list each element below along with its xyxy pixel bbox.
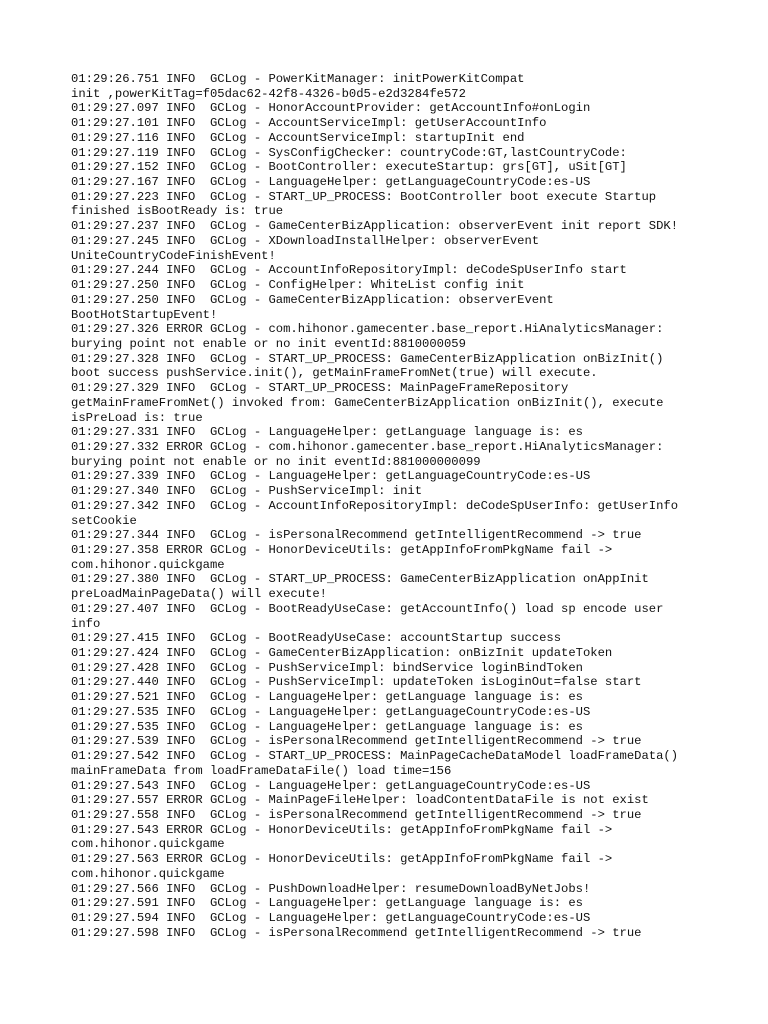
log-line: 01:29:27.563 ERROR GCLog - HonorDeviceUtils: getAppInfoFromPkgName fail ->: [71, 852, 613, 867]
log-line: 01:29:27.543 INFO GCLog - LanguageHelper: getLanguageCountryCode:es-US: [71, 778, 591, 793]
log-line: 01:29:27.424 INFO GCLog - GameCenterBizApplication: onBizInit updateToken: [71, 646, 613, 661]
log-line: boot success pushService.init(), getMainFrameFromNet(true) will execute.: [71, 366, 598, 381]
log-line: com.hihonor.quickgame: [71, 837, 225, 852]
log-line: 01:29:27.535 INFO GCLog - LanguageHelper: getLanguageCountryCode:es-US: [71, 704, 591, 719]
log-line: finished isBootReady is: true: [71, 204, 284, 219]
log-line: BootHotStartupEvent!: [71, 307, 218, 322]
log-line: 01:29:27.535 INFO GCLog - LanguageHelper: getLanguage language is: es: [71, 719, 583, 734]
log-line: 01:29:27.244 INFO GCLog - AccountInfoRepositoryImpl: deCodeSpUserInfo start: [71, 263, 627, 278]
log-line: 01:29:27.119 INFO GCLog - SysConfigChecker: countryCode:GT,lastCountryCode:: [71, 145, 627, 160]
log-line: 01:29:27.237 INFO GCLog - GameCenterBizApplication: observerEvent init report SDK!: [71, 219, 679, 234]
log-line: 01:29:27.331 INFO GCLog - LanguageHelper: getLanguage language is: es: [71, 425, 583, 440]
log-line: UniteCountryCodeFinishEvent!: [71, 248, 276, 263]
log-line: 01:29:27.594 INFO GCLog - LanguageHelper: getLanguageCountryCode:es-US: [71, 910, 591, 925]
log-line: setCookie: [71, 513, 137, 528]
log-line: 01:29:27.521 INFO GCLog - LanguageHelper: getLanguage language is: es: [71, 690, 583, 705]
log-line: 01:29:27.332 ERROR GCLog - com.hihonor.gamecenter.base_report.HiAnalyticsManager:: [71, 439, 664, 454]
log-line: 01:29:27.329 INFO GCLog - START_UP_PROCESS: MainPageFrameRepository: [71, 381, 569, 396]
log-text-block: [71, 72, 711, 940]
log-line: 01:29:27.344 INFO GCLog - isPersonalRecommend getIntelligentRecommend -> true: [71, 528, 642, 543]
log-line: com.hihonor.quickgame: [71, 557, 225, 572]
log-line: 01:29:27.342 INFO GCLog - AccountInfoRepositoryImpl: deCodeSpUserInfo: getUserInfo: [71, 498, 679, 513]
log-line: com.hihonor.quickgame: [71, 866, 225, 881]
log-line: mainFrameData from loadFrameDataFile() load time=156: [71, 763, 452, 778]
log-line: burying point not enable or no init eventId:8810000059: [71, 336, 466, 351]
log-line: 01:29:27.440 INFO GCLog - PushServiceImpl: updateToken isLoginOut=false start: [71, 675, 642, 690]
log-line: burying point not enable or no init eventId:881000000099: [71, 454, 481, 469]
log-line: 01:29:27.250 INFO GCLog - ConfigHelper: WhiteList config init: [71, 278, 525, 293]
log-line: preLoadMainPageData() will execute!: [71, 587, 327, 602]
log-line: isPreLoad is: true: [71, 410, 203, 425]
log-line: 01:29:27.380 INFO GCLog - START_UP_PROCESS: GameCenterBizApplication onAppInit: [71, 572, 649, 587]
log-line: 01:29:27.097 INFO GCLog - HonorAccountProvider: getAccountInfo#onLogin: [71, 101, 591, 116]
log-line: 01:29:27.542 INFO GCLog - START_UP_PROCESS: MainPageCacheDataModel loadFrameData(): [71, 749, 679, 764]
log-line: 01:29:27.428 INFO GCLog - PushServiceImpl: bindService loginBindToken: [71, 660, 583, 675]
log-line: init ,powerKitTag=f05dac62-42f8-4326-b0d5-e2d3284fe572: [71, 86, 466, 101]
log-line: getMainFrameFromNet() invoked from: GameCenterBizApplication onBizInit(), execute: [71, 395, 664, 410]
log-line: 01:29:27.539 INFO GCLog - isPersonalRecommend getIntelligentRecommend -> true: [71, 734, 642, 749]
log-line: 01:29:27.598 INFO GCLog - isPersonalRecommend getIntelligentRecommend -> true: [71, 925, 642, 940]
log-line: 01:29:27.328 INFO GCLog - START_UP_PROCESS: GameCenterBizApplication onBizInit(): [71, 351, 664, 366]
log-line: 01:29:27.566 INFO GCLog - PushDownloadHelper: resumeDownloadByNetJobs!: [71, 881, 591, 896]
log-line: 01:29:27.223 INFO GCLog - START_UP_PROCESS: BootController boot execute Startup: [71, 189, 657, 204]
log-line: 01:29:27.358 ERROR GCLog - HonorDeviceUtils: getAppInfoFromPkgName fail ->: [71, 543, 613, 557]
log-line: 01:29:26.751 INFO GCLog - PowerKitManager: initPowerKitCompat: [71, 72, 525, 86]
log-line: 01:29:27.101 INFO GCLog - AccountServiceImpl: getUserAccountInfo: [71, 116, 547, 131]
log-line: 01:29:27.415 INFO GCLog - BootReadyUseCase: accountStartup success: [71, 631, 562, 646]
log-line: 01:29:27.339 INFO GCLog - LanguageHelper: getLanguageCountryCode:es-US: [71, 469, 591, 484]
log-line: 01:29:27.245 INFO GCLog - XDownloadInstallHelper: observerEvent: [71, 233, 540, 248]
log-line: 01:29:27.250 INFO GCLog - GameCenterBizApplication: observerEvent: [71, 292, 554, 307]
log-line: 01:29:27.557 ERROR GCLog - MainPageFileHelper: loadContentDataFile is not exist: [71, 793, 649, 808]
log-line: 01:29:27.167 INFO GCLog - LanguageHelper: getLanguageCountryCode:es-US: [71, 175, 591, 190]
log-line: 01:29:27.116 INFO GCLog - AccountServiceImpl: startupInit end: [71, 130, 525, 145]
log-line: 01:29:27.407 INFO GCLog - BootReadyUseCase: getAccountInfo() load sp encode user: [71, 601, 664, 616]
log-line: 01:29:27.558 INFO GCLog - isPersonalRecommend getIntelligentRecommend -> true: [71, 807, 642, 822]
log-line: 01:29:27.152 INFO GCLog - BootController: executeStartup: grs[GT], uSit[GT]: [71, 160, 627, 175]
log-line: 01:29:27.591 INFO GCLog - LanguageHelper: getLanguage language is: es: [71, 896, 583, 911]
log-line: 01:29:27.326 ERROR GCLog - com.hihonor.gamecenter.base_report.HiAnalyticsManager:: [71, 322, 664, 337]
log-line: 01:29:27.340 INFO GCLog - PushServiceImpl: init: [71, 484, 423, 499]
log-line: info: [71, 616, 101, 631]
log-line: 01:29:27.543 ERROR GCLog - HonorDeviceUtils: getAppInfoFromPkgName fail ->: [71, 822, 613, 837]
